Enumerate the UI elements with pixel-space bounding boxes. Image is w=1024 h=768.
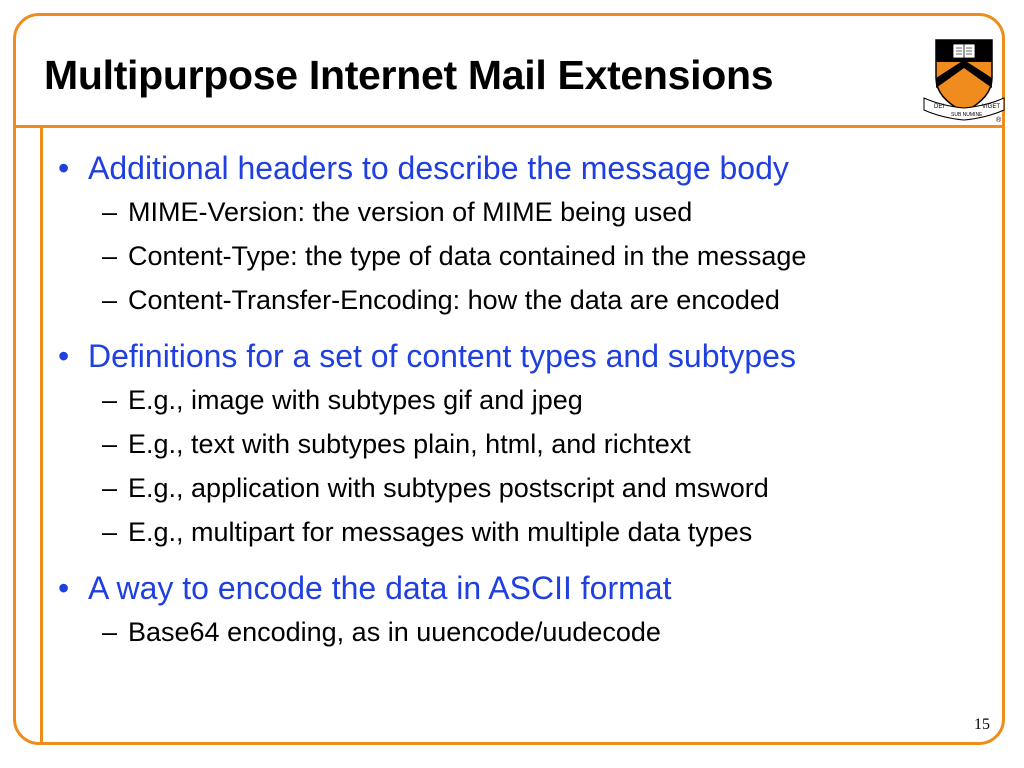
dash-mark: – <box>102 517 118 547</box>
title-divider <box>13 125 1005 128</box>
dash-mark: – <box>102 429 118 459</box>
sub-item <box>58 234 998 278</box>
dash-mark: – <box>102 385 118 415</box>
sub-text: E.g., application with subtypes postscript and msword <box>128 473 769 503</box>
sub-item <box>58 610 998 654</box>
dash-mark: – <box>102 241 118 271</box>
left-accent-bar <box>40 125 43 745</box>
logo-banner-right: VIGET <box>982 104 1001 110</box>
princeton-shield-icon <box>922 32 1006 122</box>
logo-banner-left: DEI <box>934 104 945 110</box>
dash-mark: – <box>102 285 118 315</box>
bullet-item <box>58 566 998 610</box>
sub-text: Content-Transfer-Encoding: how the data are encoded <box>128 285 780 315</box>
bullet-group-3 <box>58 566 998 654</box>
sub-item <box>58 378 998 422</box>
slide-content <box>58 146 998 666</box>
sub-text: Base64 encoding, as in uuencode/uudecode <box>128 617 661 647</box>
page-number: 15 <box>974 716 990 733</box>
bullet-item <box>58 334 998 378</box>
bullet-text: A way to encode the data in ASCII format <box>88 570 672 606</box>
logo-banner-middle: SUB NUMINE <box>951 112 983 118</box>
sub-item <box>58 278 998 322</box>
sub-item <box>58 466 998 510</box>
slide-title: Multipurpose Internet Mail Extensions <box>44 52 774 98</box>
bullet-mark: • <box>58 150 70 186</box>
bullet-group-2 <box>58 334 998 554</box>
bullet-text: Definitions for a set of content types and subtypes <box>88 338 796 374</box>
bullet-mark: • <box>58 570 70 606</box>
sub-text: E.g., multipart for messages with multiple data types <box>128 517 753 547</box>
sub-item <box>58 190 998 234</box>
bullet-group-1 <box>58 146 998 322</box>
sub-item <box>58 422 998 466</box>
sub-text: Content-Type: the type of data contained in the message <box>128 241 807 271</box>
dash-mark: – <box>102 197 118 227</box>
sub-item <box>58 510 998 554</box>
sub-text: MIME-Version: the version of MIME being used <box>128 197 693 227</box>
sub-text: E.g., text with subtypes plain, html, and richtext <box>128 429 691 459</box>
dash-mark: – <box>102 617 118 647</box>
sub-text: E.g., image with subtypes gif and jpeg <box>128 385 583 415</box>
bullet-mark: • <box>58 338 70 374</box>
bullet-text: Additional headers to describe the message body <box>88 150 789 186</box>
dash-mark: – <box>102 473 118 503</box>
bullet-item <box>58 146 998 190</box>
registered-mark: ® <box>996 117 1002 122</box>
